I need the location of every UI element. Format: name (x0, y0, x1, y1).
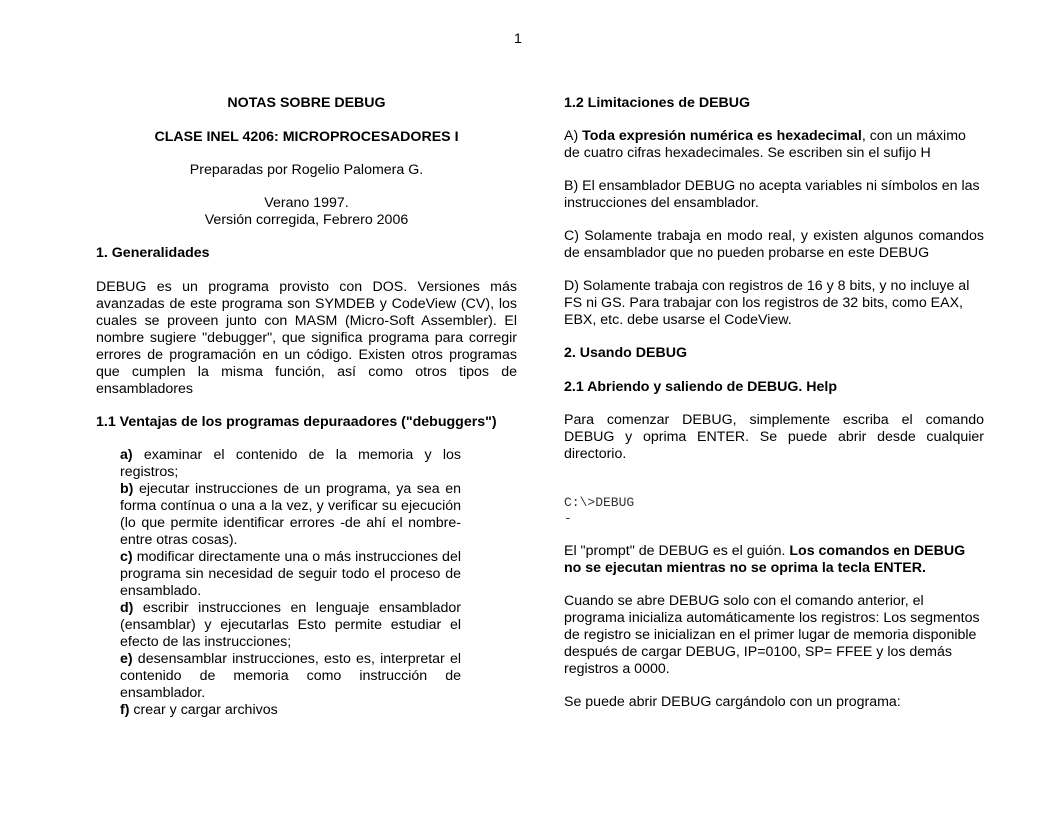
section-heading-usando: 2. Usando DEBUG (564, 345, 687, 361)
list-item: e) desensamblar instrucciones, esto es, interpretar el contenido de memoria como instrucción de ensamblador. (120, 651, 461, 701)
list-item: b) ejecutar instrucciones de un programa, ya sea en forma contínua o una a la vez, y verificar su ejecución (lo que permite identificar errores -de ahí el nombre- entre otras cosas). (120, 481, 461, 548)
list-item: c) modificar directamente una o más instrucciones del programa sin necesidad de seguir todo el proceso de ensamblado. (120, 549, 461, 599)
date-line-2: Versión corregida, Febrero 2006 (204, 212, 409, 228)
date-line-1: Verano 1997. (264, 195, 349, 211)
list-item: f) crear y cargar archivos (120, 702, 278, 718)
limitation-c: C) Solamente trabaja en modo real, y existen algunos comandos de ensamblador que no pueden probarse en este DEBUG (564, 228, 984, 261)
section-heading-generalidades: 1. Generalidades (96, 245, 210, 261)
advantages-list (120, 447, 461, 719)
limitation-b: B) El ensamblador DEBUG no acepta variables ni símbolos en las instrucciones del ensamblador. (564, 178, 980, 211)
right-column (564, 95, 984, 711)
page-number: 1 (514, 31, 522, 47)
author-line: Preparadas por Rogelio Palomera G. (189, 162, 424, 178)
code-block (564, 495, 984, 527)
init-paragraph: Cuando se abre DEBUG solo con el comando anterior, el programa inicializa automáticamente los registros: Los segmentos de registro se inicializan en el primer lugar de memoria disponible después de cargar DEBUG, IP=0100, SP= FFEE y los demás registros a 0000. (564, 593, 980, 677)
code-line: C:\>DEBUG (564, 495, 635, 510)
course-title: CLASE INEL 4206: MICROPROCESADORES I (154, 129, 459, 145)
section-heading-abriendo: 2.1 Abriendo y saliendo de DEBUG. Help (564, 379, 838, 395)
prompt-paragraph: El "prompt" de DEBUG es el guión. Los comandos en DEBUG no se ejecutan mientras no se oprima la tecla ENTER. (564, 543, 966, 576)
section-body-abriendo: Para comenzar DEBUG, simplemente escriba el comando DEBUG y oprima ENTER. Se puede abrir desde cualquier directorio. (564, 412, 984, 462)
list-item: a) examinar el contenido de la memoria y los registros; (120, 447, 461, 480)
code-line: - (564, 511, 572, 526)
document-title: NOTAS SOBRE DEBUG (227, 95, 386, 111)
open-paragraph: Se puede abrir DEBUG cargándolo con un programa: (564, 694, 901, 710)
left-column (96, 95, 517, 719)
list-item: d) escribir instrucciones en lenguaje ensamblador (ensamblar) y ejecutarlas Esto permite estudiar el efecto de las instrucciones; (120, 600, 461, 650)
limitation-a: A) Toda expresión numérica es hexadecimal, con un máximo de cuatro cifras hexadecimales. Se escriben sin el sufijo H (564, 128, 966, 161)
section-heading-ventajas: 1.1 Ventajas de los programas depuraadores ("debuggers") (96, 414, 497, 430)
section-body-generalidades: DEBUG es un programa provisto con DOS. Versiones más avanzadas de este programa son SYMDEB y CodeView (CV), los cuales se proveen junto con MASM (Micro-Soft Assembler). El nombre sugiere "debugger", que significa programa para corregir errores de programación en un código. Existen otros programas que cumplen la misma función, así como otros tipos de ensambladores (96, 279, 517, 397)
section-heading-limitaciones: 1.2 Limitaciones de DEBUG (564, 95, 751, 111)
limitation-d: D) Solamente trabaja con registros de 16 y 8 bits, y no incluye al FS ni GS. Para trabajar con los registros de 32 bits, como EAX, EBX, etc. debe usarse el CodeView. (564, 278, 970, 328)
